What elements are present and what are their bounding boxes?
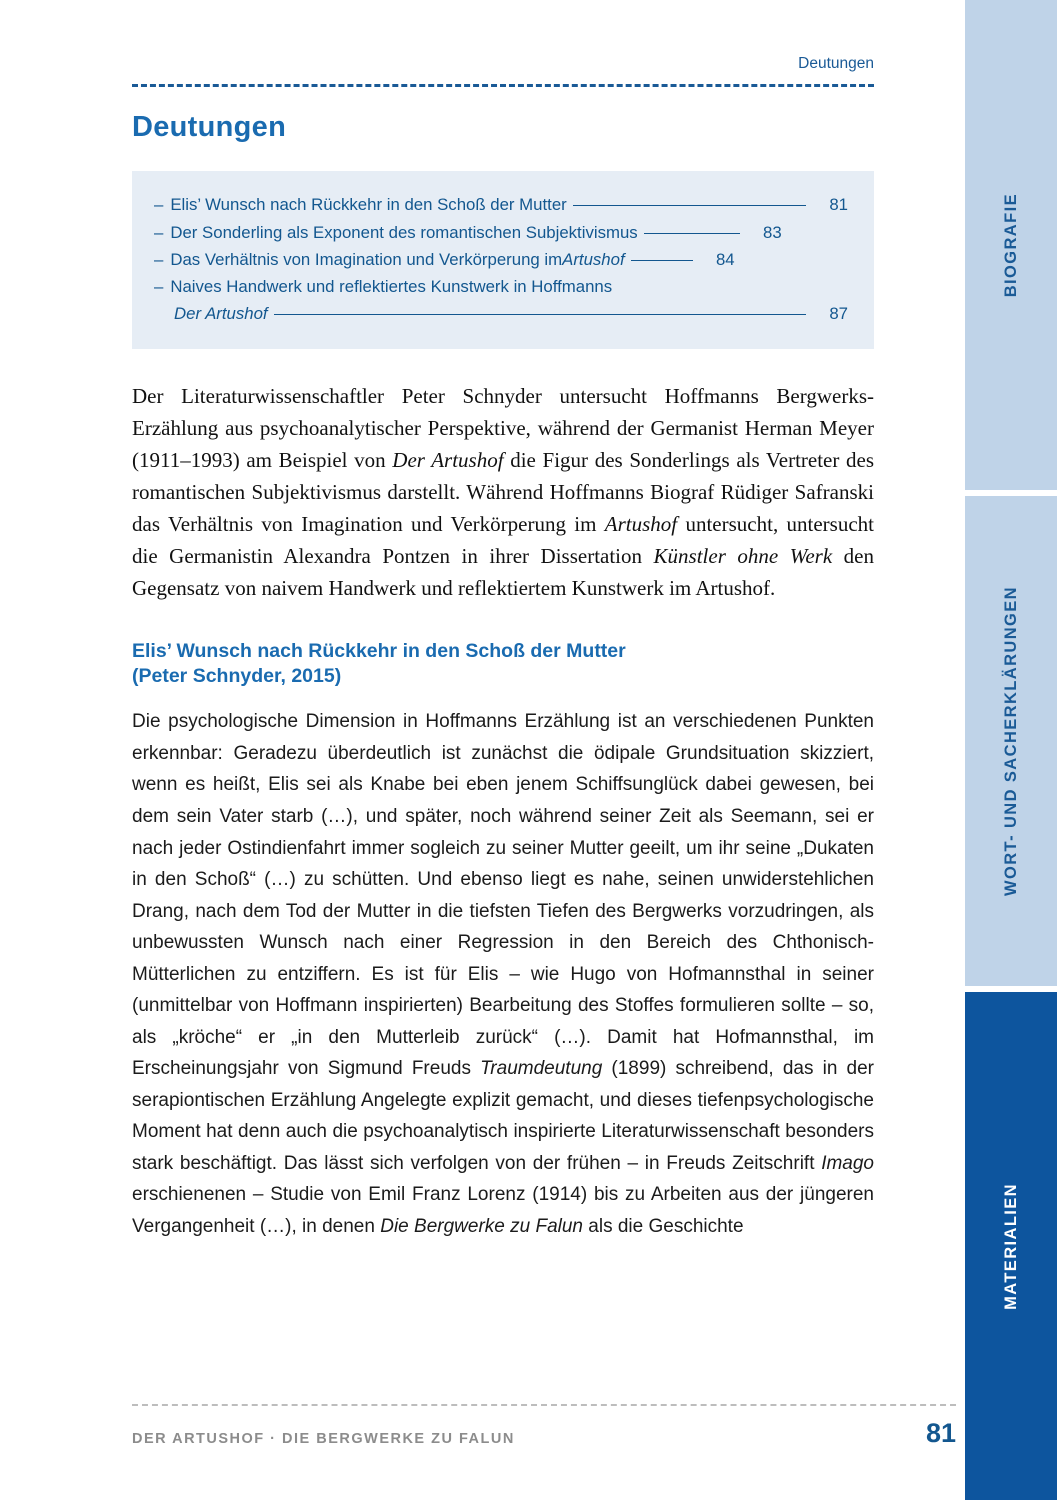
body-title-1: Traumdeutung — [480, 1058, 603, 1080]
toc-page-number: 84 — [715, 249, 735, 269]
footer-work-title: DER ARTUSHOF · DIE BERGWERKE ZU FALUN — [132, 1431, 515, 1447]
toc-item-label: Das Verhältnis von Imagination und Verkörperung im — [170, 249, 563, 269]
body-title-3: Die Bergwerke zu Falun — [380, 1215, 583, 1237]
intro-paragraph — [132, 381, 874, 604]
intro-text-2: die Figur des Sonderlings als Vertreter des romantischen Subjektivismus darstellt. Während Hoffmanns Biograf Rüdiger Safranski das Verhältnis von Imagination und Verkörperung im — [132, 448, 875, 537]
toc-dash: – — [154, 249, 164, 269]
section-heading — [132, 639, 874, 690]
toc-item-label: Der Sonderling als Exponent des romantischen Subjektivismus — [170, 222, 638, 242]
intro-text-3: untersucht, untersucht die Germanistin Alexandra Pontzen in ihrer Dissertation — [132, 512, 875, 568]
tab-biografie[interactable] — [965, 0, 1057, 490]
tab-materialien-label: MATERIALIEN — [1001, 1182, 1020, 1310]
toc-item-label: Elis’ Wunsch nach Rückkehr in den Schoß der Mutter — [170, 195, 567, 215]
tab-materialien[interactable] — [965, 992, 1057, 1500]
chapter-toc-box — [132, 171, 874, 349]
toc-dash: – — [154, 277, 164, 296]
header-dashed-rule — [132, 84, 874, 87]
toc-leader-line — [644, 233, 740, 234]
toc-item[interactable] — [154, 273, 848, 300]
tab-wort-und-sacherklaerungen-label: WORT- UND SACHERKLÄRUNGEN — [1001, 586, 1020, 896]
toc-item[interactable] — [154, 191, 848, 218]
tab-wort-und-sacherklaerungen[interactable] — [965, 496, 1057, 986]
body-paragraph — [132, 706, 874, 1242]
toc-item[interactable] — [154, 246, 848, 273]
intro-text-1: Der Literaturwissenschaftler Peter Schnyder untersucht Hoffmanns Bergwerks-Erzählung aus psychoanalytischer Perspektive, während der Germanist Herman Meyer (1911–1993) am Beispiel von — [132, 384, 874, 473]
toc-item[interactable] — [154, 219, 848, 246]
toc-item-label-italic: Der Artushof — [174, 304, 268, 324]
body-text-4: als die Geschichte — [583, 1215, 744, 1237]
page-footer — [132, 1404, 956, 1447]
footer-row — [132, 1420, 956, 1447]
toc-page-number: 87 — [829, 304, 848, 324]
body-text-3: erschienenen – Studie von Emil Franz Lorenz (1914) bis zu Arbeiten aus der jüngeren Vergangenheit (…), in denen — [132, 1184, 874, 1237]
page-number: 81 — [925, 1418, 956, 1448]
intro-title-1: Der Artushof — [392, 448, 504, 473]
toc-dash: – — [154, 222, 164, 242]
toc-leader-line — [631, 260, 693, 261]
toc-item-label-italic: Artushof — [562, 249, 625, 269]
section-heading-line-2: (Peter Schnyder, 2015) — [132, 665, 342, 688]
toc-leader-line — [274, 314, 806, 315]
toc-dash: – — [154, 195, 164, 215]
body-text-1: Die psychologische Dimension in Hoffmanns Erzählung ist an verschiedenen Punkten erkennbar: Geradezu überdeutlich ist zunächst die ödipale Grundsituation skizziert, wenn es heißt, Elis sei als Knabe bei eben jenem Schiffsunglück dabei gewesen, bei dem sein Vater starb (…), und später, noch während seiner Zeit als Seemann, sei er nach jeder Ostindienfahrt immer sogleich zu seiner Mutter geeilt, um ihr seine „Dukaten in den Schoß“ (…) zu schütten. Und ebenso liegt es nahe, seinen unwiderstehlichen Drang, nach dem Tod der Mutter in die tiefsten Tiefen des Bergwerks vorzudringen, als unbewussten Wunsch nach einer Regression in den Bereich des Chthonisch-Mütterlichen zu entziffern. Es ist für Elis – wie Hugo von Hofmannsthal in seiner (unmittelbar von Hoffmann inspirierten) Bearbeitung des Stoffes formulieren sollte – so, als „kröche“ er „in den Mutterleib zurück“ (…). Damit hat Hofmannsthal, im Erscheinungsjahr von Sigmund Freuds — [132, 711, 874, 1080]
toc-item-continuation[interactable] — [154, 300, 848, 327]
section-tab-strip — [965, 0, 1057, 1500]
section-heading-line-1: Elis’ Wunsch nach Rückkehr in den Schoß der Mutter — [132, 639, 626, 662]
intro-title-2: Artushof — [604, 512, 678, 537]
toc-item-label: Naives Handwerk und reflektiertes Kunstwerk in Hoffmanns — [170, 277, 613, 296]
intro-title-3: Künstler ohne Werk — [653, 543, 833, 568]
toc-page-number: 83 — [763, 222, 782, 242]
tab-biografie-label: BIOGRAFIE — [1001, 192, 1020, 298]
intro-text-4: den Gegensatz von naivem Handwerk und reflektiertem Kunstwerk im Artushof. — [132, 543, 874, 600]
running-head: Deutungen — [798, 55, 874, 72]
toc-page-number: 81 — [829, 195, 848, 215]
content-column — [132, 0, 874, 1261]
footer-dashed-rule — [132, 1404, 956, 1406]
body-text-2: (1899) schreibend, das in der serapiontischen Erzählung Angelegte explizit gemacht, und dieses tiefenpsychologische Moment hat denn auch die psychoanalytisch inspirierte Literaturwissenschaft besonders stark beschäftigt. Das lässt sich verfolgen von der frühen – in Freuds Zeitschrift — [132, 1058, 874, 1174]
page-title: Deutungen — [132, 110, 287, 143]
body-title-2: Imago — [821, 1152, 874, 1174]
toc-leader-line — [573, 205, 806, 206]
